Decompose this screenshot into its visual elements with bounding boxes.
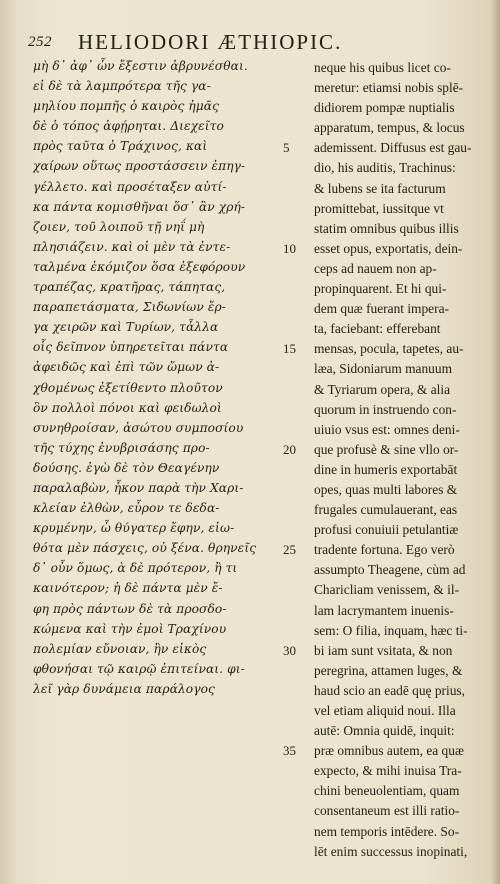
latin-text-line: promittebat, iussitque vt — [314, 200, 444, 216]
greek-text-line: συνηθροίσαν, ἀσώτου συμποσίου — [33, 420, 244, 435]
greek-text-line: κώμενα καὶ τὴν ἐμοὶ Τραχίνου — [33, 621, 227, 636]
greek-text-line: ὃν πολλοὶ πόνοι καὶ φειδωλοὶ — [33, 400, 222, 415]
greek-text-line: οἷς δεῖπνον ὑπηρετεῖται πάντα — [33, 340, 229, 355]
latin-text-line: expecto, & mihi inuisa Tra- — [314, 763, 462, 779]
latin-text-line: læa, Sidoniarum manuum — [314, 361, 452, 377]
greek-text-line: εἰ δὲ τὰ λαμπρότερα τῆς γα- — [33, 79, 211, 94]
greek-text-line: κα πάντα κομισθῆναι ὅσ᾽ ἂν χρή- — [33, 199, 246, 214]
latin-text-line: assumpto Theagene, cùm ad — [314, 562, 466, 578]
running-title: HELIODORI ÆTHIOPIC. — [78, 30, 343, 54]
latin-text-line: præ omnibus autem, ea quæ — [314, 743, 464, 759]
greek-text-line: γέλλετο. καὶ προσέταξεν αὐτί- — [33, 179, 227, 194]
greek-text-line: χαίρων οὕτως προστάσσειν ἐπηγ- — [33, 159, 246, 174]
latin-text-line: uiuio vsus est: omnes deni- — [314, 421, 460, 437]
latin-text-line: que profusè & sine vllo or- — [314, 441, 459, 457]
greek-text-line: κλείαν ἐλθὼν, εὗρον τε δεδα- — [33, 501, 220, 516]
margin-line-number: 25 — [283, 542, 296, 558]
latin-text-line: statim omnibus quibus illis — [314, 220, 459, 236]
greek-text-line: μηλίου πομπῆς ὁ καιρὸς ἡμᾶς — [33, 99, 220, 114]
latin-text-line: autē: Omnia quidē, inquit: — [314, 723, 455, 739]
margin-line-number: 15 — [283, 341, 296, 357]
latin-text-line: profusi conuiuii petulantiæ — [314, 522, 459, 538]
greek-text-line: παραλαβὼν, ἧκον παρὰ τὴν Χαρι- — [33, 480, 244, 495]
latin-text-line: dem quæ fuerant impera- — [314, 301, 449, 317]
greek-text-line: γα χειρῶν καὶ Τυρίων, τἆλλα — [33, 320, 219, 335]
greek-text-line: κρυμένην, ὦ θύγατερ ἔφην, εἰω- — [33, 521, 235, 536]
latin-text-line: apparatum, tempus, & locus — [314, 120, 465, 136]
page-number: 252 — [28, 34, 52, 50]
latin-text-line: Charicliam venissem, & il- — [314, 582, 460, 598]
greek-text-line: τῆς τύχης ἐνυβρισάσης προ- — [33, 440, 210, 455]
greek-text-line: καινότερον; ἡ δὲ πάντα μὲν ἔ- — [33, 581, 223, 596]
latin-text-line: vel etiam aliquid noui. Illa — [314, 703, 456, 718]
latin-text-line: consentaneum est illi ratio- — [314, 803, 460, 819]
latin-text-line: propinquarent. Et hi qui- — [314, 281, 447, 297]
latin-text-line: didiorem pompæ nuptialis — [314, 100, 455, 116]
margin-line-number: 5 — [283, 140, 290, 156]
greek-text-line: θότα μὲν πάσχεις, οὐ ξένα. θρηνεῖς — [33, 541, 257, 556]
latin-text-line: neque his quibus licet co- — [314, 60, 451, 75]
greek-text-line: δούσης. ἐγὼ δὲ τὸν Θεαγένην — [33, 460, 220, 475]
margin-line-number: 20 — [283, 441, 296, 457]
latin-text-line: & lubens se ita facturum — [314, 180, 446, 196]
margin-line-number: 10 — [283, 240, 296, 256]
latin-text-line: esset opus, exportatis, dein- — [314, 240, 463, 256]
greek-text-line: πλησιάζειν. καὶ οἱ μὲν τὰ ἐντε- — [33, 239, 231, 254]
latin-text-line: opes, quas multi labores & — [314, 481, 458, 497]
page-edge-shadow — [490, 0, 500, 884]
greek-text-line: φη πρὸς πάντων δὲ τὰ προσδο- — [33, 601, 227, 616]
greek-text-line: λεῖ γὰρ δυνάμεια παράλογος — [33, 681, 215, 696]
latin-text-line: nem temporis intēdere. So- — [314, 823, 460, 839]
margin-line-number: 35 — [283, 743, 296, 759]
greek-text-column — [33, 56, 281, 699]
greek-text-line: δ᾽ οὖν ὅμως, ὰ δὲ πρότερον, ἢ τι — [33, 561, 238, 576]
greek-text-line: ταλμένα ἐκόμιζον ὅσα ἐξεφόρουν — [33, 259, 246, 274]
greek-text-line: φθονήσαι τῷ καιρῷ ἐπιτείναι. φι- — [33, 661, 245, 676]
page-header — [28, 30, 478, 56]
greek-text-line: πρὸς ταῦτα ὁ Τράχινος, καὶ — [33, 139, 208, 154]
latin-text-line: mensas, pocula, tapetes, au- — [314, 341, 464, 357]
greek-text-line: ἀφειδῶς καὶ ἐπὶ τῶν ὤμων ἀ- — [33, 360, 220, 375]
margin-line-number: 30 — [283, 642, 296, 658]
greek-text-line: μὴ δ᾽ ἀφ᾽ ὧν ἔξεστιν ἀβρυνέσθαι. — [33, 59, 248, 73]
latin-text-line: & Tyriarum opera, & alia — [314, 381, 451, 397]
latin-text-line: lēt enim successus inopinati, — [314, 843, 468, 859]
greek-text-line: χθομένως ἐξετίθεντο πλοῦτον — [33, 380, 223, 395]
greek-text-line: τραπέζας, κρατῆρας, τάπητας, — [33, 280, 226, 295]
latin-text-column — [314, 58, 474, 862]
latin-text-line: haud scio an eadē quę prius, — [314, 682, 465, 698]
latin-text-line: meretur: etiamsi nobis splē- — [314, 80, 464, 96]
latin-text-line: ademissent. Diffusus est gau- — [314, 140, 472, 156]
latin-text-line: ta, faciebant: efferebant — [314, 321, 441, 337]
greek-text-line: πολεμίαν εὔνοιαν, ἣν εἰκὸς — [33, 641, 207, 656]
latin-text-line: sem: O filia, inquam, hæc ti- — [314, 622, 468, 638]
greek-text-line: δὲ ὁ τόπος ἀφῄρηται. Διεχεῖτο — [33, 119, 224, 134]
latin-text-line: frugales cumulauerant, eas — [314, 502, 458, 518]
latin-text-line: lam lacrymantem inuenis- — [314, 602, 454, 618]
latin-text-line: quorum in instruendo con- — [314, 401, 457, 417]
latin-text-line: dio, his auditis, Trachinus: — [314, 160, 456, 176]
latin-text-line: tradente fortuna. Ego verò — [314, 542, 455, 558]
latin-text-line: ceps ad nauem non ap- — [314, 260, 437, 276]
latin-text-line: chini beneuolentiam, quam — [314, 783, 460, 799]
latin-text-line: peregrina, attamen luges, & — [314, 662, 463, 678]
latin-text-line: dine in humeris exportabāt — [314, 461, 458, 477]
greek-text-line: ζοιεν, τοῦ λοιποῦ τῇ νηΐ μὴ — [33, 219, 205, 234]
greek-text-line: παραπετάσματα, Σιδωνίων ἔρ- — [33, 300, 226, 315]
latin-text-line: bi iam sunt vsitata, & non — [314, 642, 453, 658]
